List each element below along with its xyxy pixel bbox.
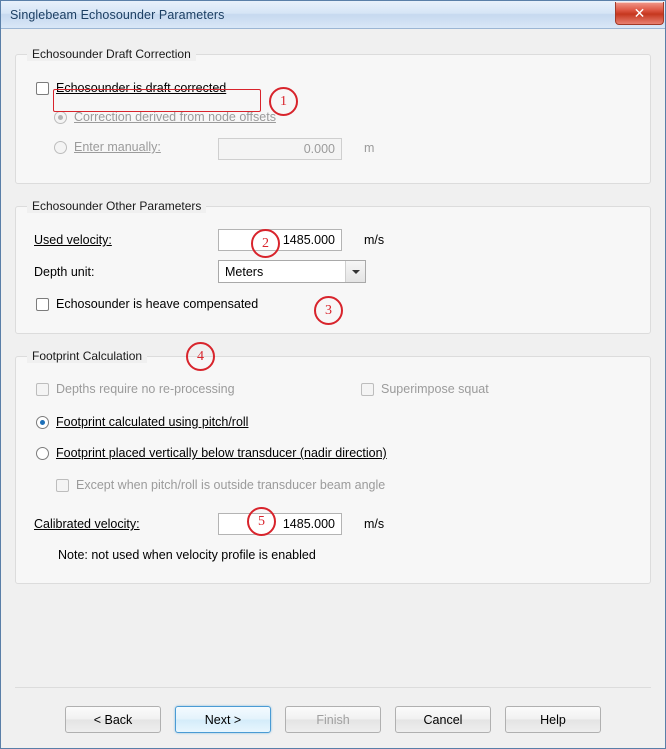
footer-divider bbox=[15, 687, 651, 688]
checkbox-heave-row[interactable] bbox=[36, 297, 258, 311]
radio-footprint-nadir-label: Footprint placed vertically below transducer (nadir direction) bbox=[56, 446, 387, 460]
help-button-label: Help bbox=[540, 712, 566, 727]
group-footprint-calculation bbox=[15, 349, 651, 584]
group-draft-correction-title: Echosounder Draft Correction bbox=[27, 47, 196, 61]
next-button-label: Next > bbox=[204, 712, 242, 727]
depth-unit-label: Depth unit: bbox=[34, 265, 95, 279]
manual-draft-input[interactable]: 0.000 bbox=[218, 138, 342, 160]
annotation-marker-4: 4 bbox=[186, 342, 215, 371]
finish-button[interactable] bbox=[285, 706, 381, 733]
annotation-marker-3: 3 bbox=[314, 296, 343, 325]
annotation-marker-1: 1 bbox=[269, 87, 298, 116]
calibrated-velocity-label: Calibrated velocity: bbox=[34, 517, 140, 531]
radio-footprint-nadir[interactable] bbox=[36, 447, 49, 460]
checkbox-superimpose-squat[interactable] bbox=[361, 383, 374, 396]
cancel-button[interactable] bbox=[395, 706, 491, 733]
annotation-highlight-box bbox=[53, 89, 261, 112]
dialog-buttons bbox=[1, 706, 665, 734]
window-title: Singlebeam Echosounder Parameters bbox=[10, 7, 225, 22]
group-draft-correction bbox=[15, 47, 651, 184]
checkbox-draft-corrected[interactable] bbox=[36, 82, 49, 95]
help-button[interactable] bbox=[505, 706, 601, 733]
next-button[interactable] bbox=[175, 706, 271, 733]
radio-derived-from-node-offsets[interactable] bbox=[54, 111, 67, 124]
used-velocity-unit: m/s bbox=[364, 233, 385, 247]
group-other-parameters-title: Echosounder Other Parameters bbox=[27, 199, 206, 213]
radio-derived-label: Correction derived from node offsets bbox=[74, 110, 276, 124]
group-footprint-calculation-title: Footprint Calculation bbox=[27, 349, 147, 363]
depth-unit-value: Meters bbox=[225, 264, 264, 279]
chevron-down-icon[interactable] bbox=[345, 261, 365, 282]
radio-pitch-roll-row[interactable] bbox=[36, 415, 248, 429]
checkbox-draft-corrected-label: Echosounder is draft corrected bbox=[56, 81, 227, 95]
velocity-profile-note: Note: not used when velocity profile is enabled bbox=[58, 548, 316, 562]
radio-enter-manually-label: Enter manually: bbox=[74, 140, 161, 154]
back-button-label: < Back bbox=[93, 712, 133, 727]
checkbox-superimpose-squat-row[interactable] bbox=[361, 382, 489, 396]
back-button[interactable] bbox=[65, 706, 161, 733]
radio-derived-row[interactable] bbox=[54, 110, 276, 124]
annotation-marker-5: 5 bbox=[247, 507, 276, 536]
close-icon: ✕ bbox=[633, 4, 646, 21]
checkbox-no-reprocessing[interactable] bbox=[36, 383, 49, 396]
annotation-marker-2: 2 bbox=[251, 229, 280, 258]
calibrated-velocity-input[interactable]: 1485.000 bbox=[218, 513, 342, 535]
radio-enter-manually-row[interactable] bbox=[54, 140, 161, 154]
radio-enter-manually[interactable] bbox=[54, 141, 67, 154]
radio-footprint-pitch-roll-label: Footprint calculated using pitch/roll bbox=[56, 415, 249, 429]
dialog-body bbox=[1, 30, 665, 748]
radio-nadir-row[interactable] bbox=[36, 446, 387, 460]
checkbox-heave-label: Echosounder is heave compensated bbox=[56, 297, 259, 311]
radio-footprint-pitch-roll[interactable] bbox=[36, 416, 49, 429]
checkbox-except-beam-angle-label: Except when pitch/roll is outside transducer beam angle bbox=[76, 478, 386, 492]
checkbox-heave-compensated[interactable] bbox=[36, 298, 49, 311]
used-velocity-input[interactable]: 1485.000 bbox=[218, 229, 342, 251]
used-velocity-label: Used velocity: bbox=[34, 233, 112, 247]
checkbox-no-reprocessing-row[interactable] bbox=[36, 382, 235, 396]
manual-draft-unit: m bbox=[364, 141, 375, 155]
depth-unit-select[interactable] bbox=[218, 260, 366, 283]
cancel-button-label: Cancel bbox=[423, 712, 463, 727]
close-button[interactable] bbox=[615, 2, 664, 25]
checkbox-except-beam-angle[interactable] bbox=[56, 479, 69, 492]
calibrated-velocity-unit: m/s bbox=[364, 517, 385, 531]
checkbox-superimpose-squat-label: Superimpose squat bbox=[381, 382, 489, 396]
title-bar bbox=[1, 1, 665, 29]
checkbox-except-beam-angle-row[interactable] bbox=[56, 478, 385, 492]
finish-button-label: Finish bbox=[316, 712, 350, 727]
checkbox-no-reprocessing-label: Depths require no re-processing bbox=[56, 382, 235, 396]
